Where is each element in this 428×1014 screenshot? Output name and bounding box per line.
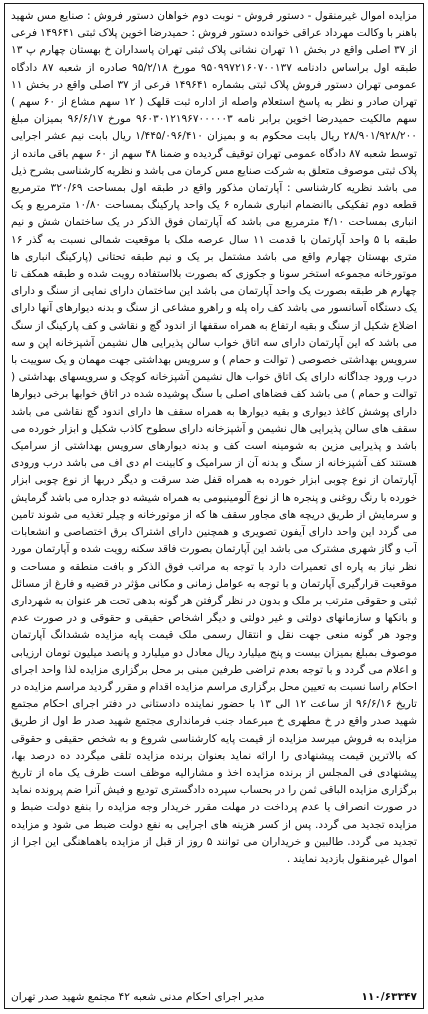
notice-issuer: مدیر اجرای احکام مدنی شعبه ۴۲ مجتمع شهید صدر تهران	[11, 991, 265, 1003]
auction-notice	[4, 3, 424, 1009]
notice-footer	[11, 989, 417, 1005]
notice-body: مزایده اموال غیرمنقول - دستور فروش - نوبت دوم خواهان دستور فروش : صنایع مس شهید باهنر با وکالت مهرداد عراقی خوانده دستور فروش : حمیدرضا اخوین پلاک ثبتی ۱۴۹۶۴۱ فرعی از ۳۷ اصلی واقع در بخش ۱۱ تهران نشانی پلاک ثبتی تهران پاسداران خ بهستان چهارم پ ۱۳ طبقه اول براساس دادنامه ۹۵۰۹۹۷۲۱۶۰۷۰۰۱۳۷ مورخ ۹۵/۲/۱۸ صادره از شعبه ۸۷ دادگاه عمومی تهران دستور فروش پلاک ثبتی بشماره ۱۴۹۶۴۱ فرعی از ۳۷ اصلی واقع در بخش ۱۱ تهران صادر و نظر به پاسخ استعلام واصله از اداره ثبت قلهک ( ۱۲ سهم مشاع از ۶۰ سهم ) سهم مالکیت حمیدرضا اخوین برابر نامه ۹۶۰۳۰۱۲۱۹۶۷۰۰۰۰۰۳ مورخ ۹۶/۶/۱۷ بمیزان مبلغ ۲۸/۹۰۱/۹۲۸/۲۰۰ ریال بابت محکوم به و بمیزان ۱/۴۴۵/۰۹۶/۴۱۰ ریال بابت نیم عشر اجرایی توسط شعبه ۸۷ دادگاه عمومی تهران توقیف گردیده و ضمنا ۴۸ سهم از ۶۰ سهم باقی مانده از پلاک ثبتی موصوف متعلق به شرکت صنایع مس کرمان می باشد و نظریه کارشناسی بشرح ذیل می باشد نظریه کارشناسی : آپارتمان مذکور واقع در طبقه اول بمساحت ۳۲۰/۶۹ مترمربع قطعه دوم تفکیکی باانضمام انباری شماره ۶ یک واحد پارکینگ بمساحت ۱۰/۸۰ مترمربع و یک انباری بمساحت ۴/۱۰ مترمربع می باشد که آپارتمان فوق الذکر در یک ساختمان شش و نیم طبقه با ۵ واحد آپارتمان با قدمت ۱۱ سال عرصه ملک با موقعیت شمالی نسبت به گذر ۱۶ متری بهستان چهارم واقع می باشد مشتمل بر یک و نیم طبقه تحتانی (پارکینگ انباری ها موتورخانه مجموعه استخر سونا و جکوزی که بصورت بلااستفاده رویت شده و طبقه همکف تا چهارم هر طبقه بصورت یک واحد آپارتمان می باشد این ساختمان دارای نمایی از سنگ و دارای یک دستگاه آسانسور می باشد کف راه پله و راهرو مشاعی از سنگ و بدنه دیوارهای آنها دارای اضلاع شکیل از سنگ و بقیه ارتفاع به همراه سقفها از اندود گچ و نقاشی و کف پارکینگ از سنگ می باشد که این آپارتمان دارای سه اتاق خواب سالن پذیرایی هال نشیمن آشپزخانه اپن و سه سرویس بهداشتی خصوصی ( توالت و حمام ) و سرویس بهداشتی جهت مهمان و یک سوییت با درب ورود جداگانه دارای یک اتاق خواب هال نشیمن آشپزخانه کوچک و سرویسهای بهداشتی ( توالت و حمام ) می باشد کف فضاهای اصلی با سنگ پوشیده شده در اتاق خوابها برخی دیوارها دارای پوشش کاغذ دیواری و بقیه دیوارها به همراه سقف ها دارای اندود گچ نقاشی می باشد سقف های سالن پذیرایی هال نشیمن و آشپزخانه دارای سطوح کاذب شکیل و ابزار خورده می باشد و پذیرایی مزین به شومینه است کف و بدنه دیوارهای سرویس بهداشتی از سرامیک هستند کف آشپزخانه از سنگ و بدنه آن از سرامیک و کابینت ام دی اف می باشد درب ورودی آپارتمان از نوع چوبی ابزار خورده به همراه قفل ضد سرقت و دیگر دربها از نوع چوبی ابزار خورده با رنگ روغنی و پنجره ها از نوع آلومینیومی به همراه شیشه دو جداره می باشد گرمایش و سرمایش از طریق دریچه های مجاور سقف ها که از موتورخانه و چیلر تغذیه می شوند تامین می گردد این واحد دارای آیفون تصویری و همچنین دارای اشتراک برق اختصاصی و انشعابات آب و گاز شهری مشترک می باشد این آپارتمان بصورت فاقد سکنه رویت شده و آپارتمان مورد نظر نیاز به پاره ای تعمیرات دارد با توجه به مراتب فوق الذکر و بافت منطقه و مساحت و موقعیت قرارگیری آپارتمان و با توجه به عوامل زمانی و مکانی مؤثر در قضیه و فارغ از مسائل ثبتی و حقوقی مترتب بر ملک و بدون در نظر گرفتن هر گونه بدهی تحت هر عنوان به شهرداری و بانکها و سازمانهای دولتی و غیر دولتی و دیگر اشخاص حقیقی و حقوقی و در صورت عدم وجود هر گونه منعی جهت نقل و انتقال رسمی ملک قیمت پایه مزایده ششدانگ آپارتمان موصوف بمبلغ بمیزان بیست و پنج میلیارد ریال معادل دو میلیارد و پانصد میلیون تومان ارزیابی و اعلام می گردد و با توجه بعدم تراضی طرفین مبنی بر محل برگزاری مزایده لذا واحد اجرای احکام راسا نسبت به تعیین محل برگزاری مراسم مزایده اقدام و مقرر گردید مراسم مزایده در تاریخ ۹۶/۶/۱۶ از ساعت ۱۲ الی ۱۳ با حضور نماینده دادستانی در دفتر اجرای احکام مجتمع شهید صدر واقع در خ مطهری خ میرعماد جنب فرمانداری مجتمع شهید صدر ط اول از طریق مزایده به فروش میرسد مزایده از قیمت پایه کارشناسی شروع و به شخص حقیقی و حقوقی که بالاترین قیمت پیشنهادی را ارائه نماید بعنوان برنده مزایده تلقی میگردد ده درصد بها، پیشنهادی فی المجلس از برنده مزایده اخذ و مشارالیه موظف است ظرف یک ماه از تاریخ برگزاری مزایده الباقی ثمن را در بحساب سپرده دادگستری تودیع و فیش آنرا ضم پرونده نماید در صورت انصراف یا عدم پرداخت در مهلت مقرر خریدار وجه مزایده را بنفع دولت ضبط و مزایده تجدید می گردد. پس از کسر هزینه های اجرایی به نفع دولت ضبط می شود و مزایده تجدید می گردد. طالبین و خریداران می توانند ۵ روز از قبل از مزایده باهماهنگی این اجرا از اموال غیرمنقول بازدید نمایند .	[11, 10, 417, 865]
notice-code: ۱۱۰/۶۳۳۴۷	[361, 991, 417, 1003]
